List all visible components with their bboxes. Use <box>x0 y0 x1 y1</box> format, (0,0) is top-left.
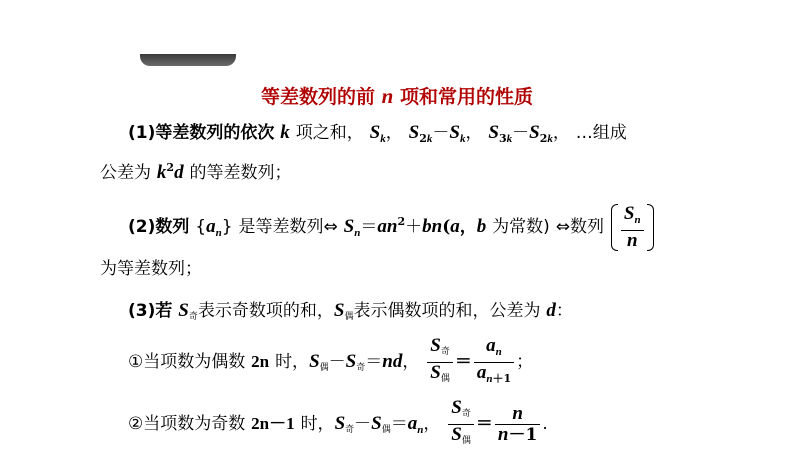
p1-mid: 项之和， <box>295 123 364 143</box>
page-title <box>0 82 794 109</box>
property-1-line-2: 公差为 $k^2d$ 的等差数列； <box>100 161 292 183</box>
fraction-sn-over-n: $\frac{S_n}{n}$ <box>610 204 655 251</box>
p3-d: d <box>546 300 556 321</box>
property-1-line-1: (1)等差数列的依次 k 项之和， $S_k$， $S_{2k}-S_k$， $S_{3k}-S_{2k}$， …组成 <box>128 122 627 145</box>
case2-prefix: ②当项数为奇数 <box>128 414 246 434</box>
case-1-line: ①当项数为偶数 2n 时，S偶－S奇＝nd， $\frac{\text{S奇}}{\text{S偶}}$ ＝ $\frac{a_n}{a_{n+1}}$ ； <box>128 335 534 385</box>
case1-n: 2n <box>251 352 270 371</box>
p1-k: k <box>280 122 290 143</box>
title-suffix: 项和常用的性质 <box>399 86 533 108</box>
case1-prefix: ①当项数为偶数 <box>128 352 246 372</box>
p1-line2-suffix: 的等差数列； <box>189 163 292 183</box>
p1-tail: …组成 <box>575 123 627 143</box>
p1-line2-prefix: 公差为 <box>100 163 151 183</box>
p2-label: (2)数列 <box>128 217 190 237</box>
case2-n: 2n－1 <box>251 414 295 433</box>
property-2-line-2 <box>100 254 202 279</box>
p2-tail: ⇔数列 <box>555 217 604 237</box>
title-var: n <box>381 84 394 108</box>
title-prefix: 等差数列的前 <box>261 86 376 108</box>
p2-line2: 为等差数列； <box>100 259 202 279</box>
case-2-line: ②当项数为奇数 2n－1 时，S奇－S偶$=a_n$， $\frac{\text{S奇}}{\text{S偶}}$ ＝ $\frac{n}{n-1}$ . <box>128 397 548 446</box>
p1-label: (1)等差数列的依次 <box>128 123 275 143</box>
p2-mid: 是等差数列⇔ <box>238 217 338 237</box>
property-3-line: (3)若 S奇表示奇数项的和，S偶表示偶数项的和，公差为 d： <box>128 300 573 322</box>
section-badge <box>140 54 236 66</box>
property-2-line-1: (2)数列 $\{a_n\}$ 是等差数列⇔ $S_n=an^2+bn(a$，b 为常数) ⇔数列 $\frac{S_n}{n}$ <box>128 204 655 251</box>
